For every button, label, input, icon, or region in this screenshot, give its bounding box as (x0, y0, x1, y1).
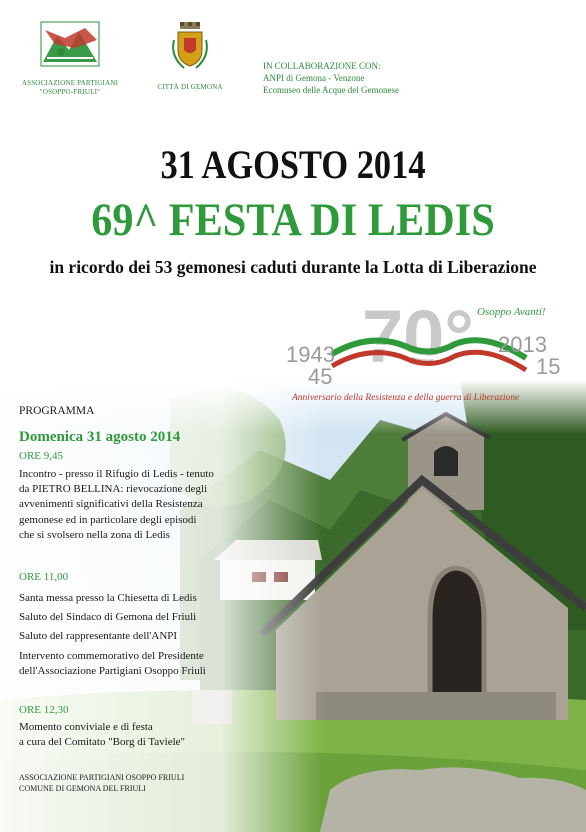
slot-1-line: avvenimenti significativi della Resistenza (19, 498, 203, 511)
gemona-crest-logo (145, 20, 235, 92)
slot-2-time: ORE 11,00 (19, 571, 69, 583)
years-left-b: 45 (308, 364, 333, 389)
program-day: Domenica 31 agosto 2014 (19, 429, 181, 445)
collaboration-block (263, 60, 399, 96)
footer-organizers (19, 772, 184, 794)
slot-3-description (19, 720, 185, 750)
slot-1-line: gemonese ed in particolare degli episodi (19, 513, 197, 526)
collab-line1: ANPI di Gemona - Venzone (263, 73, 365, 83)
city-crest-icon (170, 20, 210, 72)
years-left-a: 1943 (286, 342, 335, 367)
partisans-caption-line2: "OSOPPO-FRIULI" (39, 88, 101, 96)
slot-1-line: che si svolsero nella zona di Ledis (19, 528, 170, 541)
slot-2-line: Intervento commemorativo del Presidente (19, 649, 204, 662)
footer-line1: ASSOCIAZIONE PARTIGIANI OSOPPO FRIULI (19, 773, 185, 782)
anniversary-number: 70° (362, 295, 474, 378)
collab-line2: Ecomuseo delle Acque del Gemonese (263, 85, 399, 95)
partisans-caption-line1: ASSOCIAZIONE PARTIGIANI (21, 79, 119, 87)
city-caption: CITTÀ DI GEMONA (157, 83, 223, 91)
slot-2-line: Saluto del Sindaco di Gemona del Friuli (19, 611, 197, 624)
program-heading: PROGRAMMA (19, 405, 95, 417)
slot-1-time: ORE 9,45 (19, 450, 63, 462)
slot-2-description (19, 591, 206, 679)
slot-3-line: Momento conviviale e di festa (19, 721, 153, 733)
slot-1-line: Incontro - presso il Rifugio di Ledis - tenuto (19, 468, 214, 480)
slot-1-line: da PIETRO BELLINA: rievocazione degli (19, 483, 208, 496)
slot-2-line: dell'Associazione Partigiani Osoppo Friuli (19, 664, 206, 677)
years-right-b: 15 (536, 354, 561, 379)
anniversary-motto: Osoppo Avanti! (477, 306, 546, 318)
event-date: 31 AGOSTO 2014 (160, 142, 426, 187)
partisans-emblem-icon (35, 18, 105, 74)
years-right-a: 2013 (498, 332, 547, 357)
event-subtitle: in ricordo dei 53 gemonesi caduti durante la Lotta di Liberazione (49, 257, 537, 277)
slot-2-line: Saluto del rappresentante dell'ANPI (19, 630, 178, 643)
event-title: 69^ FESTA DI LEDIS (91, 194, 495, 246)
footer-line2: COMUNE DI GEMONA DEL FRIULI (19, 784, 146, 793)
collab-title: IN COLLABORAZIONE CON: (263, 61, 381, 71)
slot-3-time: ORE 12,30 (19, 704, 69, 716)
slot-2-line: Santa messa presso la Chiesetta di Ledis (19, 592, 197, 604)
slot-1-description (19, 467, 214, 543)
anniversary-caption: Anniversario della Resistenza e della guerra di Liberazione (292, 393, 520, 403)
partisans-association-logo (10, 18, 130, 97)
slot-3-line: a cura del Comitato "Borg di Taviele" (19, 736, 186, 749)
